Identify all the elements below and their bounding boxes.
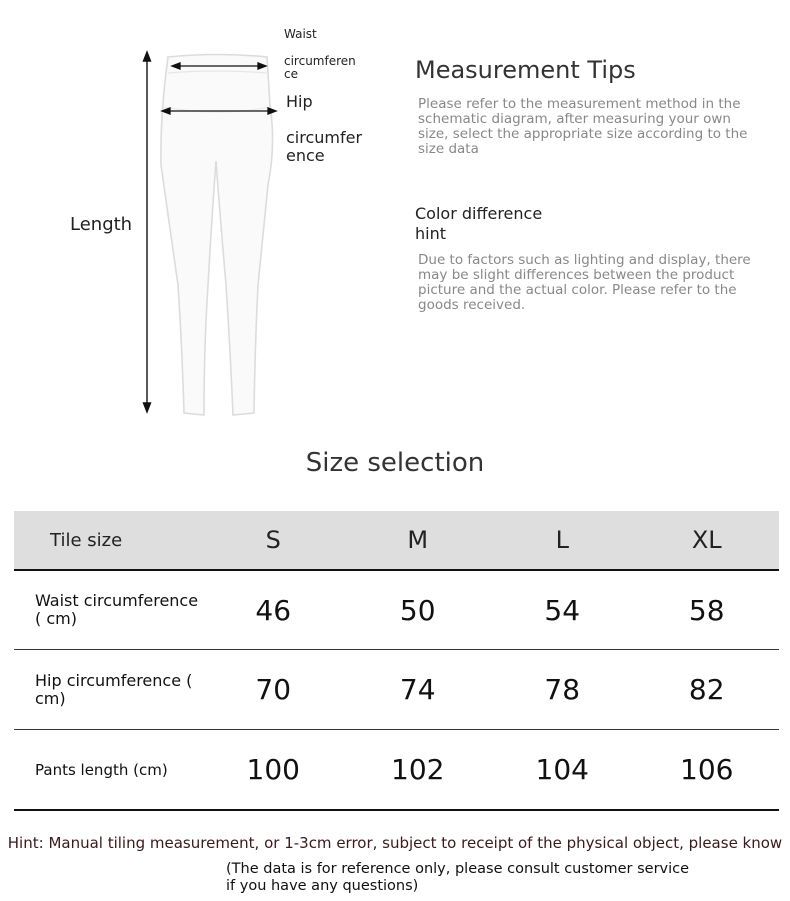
header-size-xl: XL (635, 511, 780, 570)
table-cell: 100 (201, 730, 346, 811)
table-cell: 78 (490, 650, 635, 730)
hip-label-2: circumfer (286, 128, 363, 147)
hint-note: (The data is for reference only, please consult customer service if you have any questions) (226, 861, 690, 894)
table-cell: 104 (490, 730, 635, 811)
row-label-length: Pants length (cm) (14, 730, 201, 811)
measurement-tips-text: Please refer to the measurement method in the schematic diagram, after measuring your own size, select the appropriate size according to the size data (418, 96, 748, 157)
table-cell: 70 (201, 650, 346, 730)
table-cell: 58 (635, 570, 780, 650)
color-difference-title: Color difference (415, 204, 543, 223)
table-cell: 102 (346, 730, 491, 811)
table-cell: 82 (635, 650, 780, 730)
table-row-length (14, 730, 779, 811)
waist-label-2: circumferen (284, 54, 356, 68)
header-tile-size: Tile size (14, 511, 201, 570)
header-size-m: M (346, 511, 491, 570)
hip-label: Hip (286, 92, 313, 111)
color-difference-text: Due to factors such as lighting and display, there may be slight differences between the product picture and the actual color. Please refer to the goods received. (418, 252, 751, 313)
table-cell: 54 (490, 570, 635, 650)
hip-label-3: ence (286, 146, 325, 165)
leggings-outline (161, 55, 273, 416)
waist-label: Waist (284, 27, 317, 41)
size-table (14, 511, 779, 811)
table-cell: 106 (635, 730, 780, 811)
size-selection-title: Size selection (305, 448, 485, 478)
header-size-s: S (201, 511, 346, 570)
length-arrow (144, 52, 151, 412)
table-cell: 46 (201, 570, 346, 650)
table-cell: 74 (346, 650, 491, 730)
hint-text: Hint: Manual tiling measurement, or 1-3cm error, subject to receipt of the physical object, please know (7, 834, 783, 852)
color-difference-title-2: hint (415, 224, 446, 243)
size-header-row (14, 511, 779, 570)
table-row-waist (14, 570, 779, 650)
row-label-hip: Hip circumference ( cm) (14, 650, 201, 730)
row-label-waist: Waist circumference ( cm) (14, 570, 201, 650)
leggings-diagram (140, 45, 300, 425)
measurement-tips-title: Measurement Tips (415, 56, 636, 84)
waist-label-3: ce (284, 67, 298, 81)
length-label: Length (70, 214, 133, 235)
table-cell: 50 (346, 570, 491, 650)
header-size-l: L (490, 511, 635, 570)
table-row-hip (14, 650, 779, 730)
